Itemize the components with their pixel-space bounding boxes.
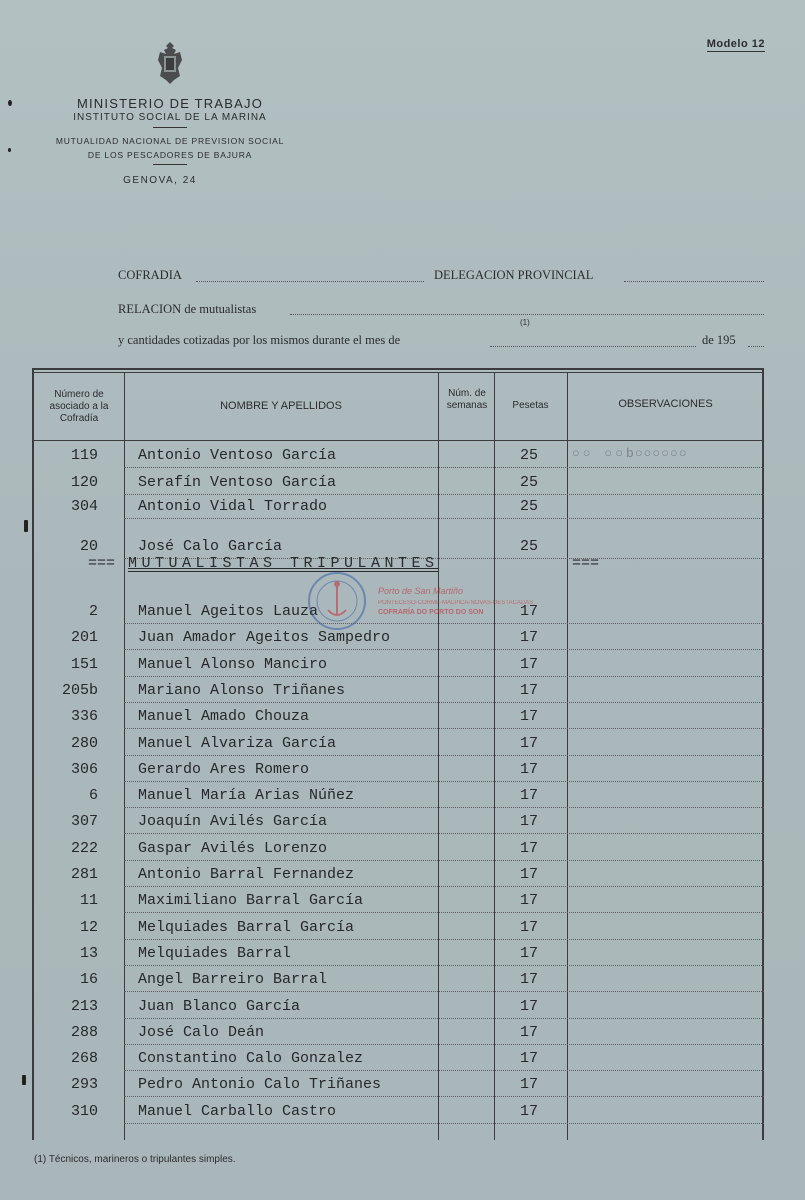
pesetas-amount: 17	[520, 945, 539, 962]
row-divider	[124, 649, 764, 650]
pesetas-amount: 17	[520, 892, 539, 909]
member-number: 151	[70, 656, 98, 673]
cofradia-field[interactable]	[196, 281, 424, 282]
pesetas-amount: 25	[520, 474, 539, 491]
member-name: Manuel Alonso Manciro	[138, 656, 328, 673]
paper-mark	[22, 1075, 26, 1085]
member-number: 280	[70, 735, 98, 752]
row-divider	[124, 781, 764, 782]
member-number: 307	[70, 813, 98, 830]
member-name: Angel Barreiro Barral	[138, 971, 328, 988]
member-name: Antonio Ventoso García	[138, 447, 337, 464]
member-number: 336	[70, 708, 98, 725]
institute-name: INSTITUTO SOCIAL DE LA MARINA	[73, 112, 267, 123]
pesetas-amount: 17	[520, 866, 539, 883]
year-prefix: de 195	[702, 333, 736, 347]
member-number: 205b	[61, 682, 98, 699]
ministry-name: MINISTERIO DE TRABAJO	[76, 96, 264, 111]
member-name: Melquiades Barral García	[138, 919, 355, 936]
observation-note: ○○ ○○b○○○○○○	[572, 446, 688, 461]
pesetas-amount: 17	[520, 708, 539, 725]
member-name: Gaspar Avilés Lorenzo	[138, 840, 328, 857]
col-divider-1	[124, 372, 125, 1140]
member-name: Manuel Carballo Castro	[138, 1103, 337, 1120]
member-name: Maximiliano Barral García	[138, 892, 364, 909]
member-name: Gerardo Ares Romero	[138, 761, 310, 778]
col-header-observaciones: OBSERVACIONES	[618, 398, 713, 410]
row-divider	[124, 1123, 764, 1124]
member-name: José Calo Deán	[138, 1024, 265, 1041]
pesetas-amount: 17	[520, 840, 539, 857]
member-number: 268	[70, 1050, 98, 1067]
coat-of-arms-emblem	[152, 40, 188, 86]
member-name: Antonio Barral Fernandez	[138, 866, 355, 883]
member-number: 306	[70, 761, 98, 778]
section-title: MUTUALISTAS TRIPULANTES	[128, 555, 439, 572]
row-divider	[124, 728, 764, 729]
row-divider	[124, 807, 764, 808]
row-divider	[124, 467, 764, 468]
member-number: 2	[88, 603, 98, 620]
member-number: 120	[70, 474, 98, 491]
member-name: Serafín Ventoso García	[138, 474, 337, 491]
member-number: 16	[79, 971, 98, 988]
member-number: 304	[70, 498, 98, 515]
pesetas-amount: 17	[520, 1024, 539, 1041]
row-divider	[124, 623, 764, 624]
footnote: (1) Técnicos, marineros o tripulantes simples.	[34, 1154, 236, 1165]
relacion-label: RELACION de mutualistas	[118, 302, 257, 316]
col-header-pesetas: Pesetas	[512, 400, 549, 411]
mutual-name-line2: DE LOS PESCADORES DE BAJURA	[87, 150, 253, 160]
row-divider	[124, 965, 764, 966]
row-divider	[124, 860, 764, 861]
row-divider	[124, 702, 764, 703]
row-divider	[124, 755, 764, 756]
member-name: Pedro Antonio Calo Triñanes	[138, 1076, 382, 1093]
member-number: 11	[79, 892, 98, 909]
member-number: 6	[88, 787, 98, 804]
member-number: 12	[79, 919, 98, 936]
row-divider	[124, 1070, 764, 1071]
paper-mark	[8, 100, 12, 106]
pesetas-amount: 17	[520, 761, 539, 778]
row-divider	[124, 912, 764, 913]
stamp-title: Porto de San Martiño	[378, 586, 464, 596]
member-name: Melquiades Barral	[138, 945, 292, 962]
row-divider	[124, 676, 764, 677]
pesetas-amount: 17	[520, 971, 539, 988]
pesetas-amount: 17	[520, 787, 539, 804]
mutual-name-line1: MUTUALIDAD NACIONAL DE PREVISION SOCIAL	[55, 136, 285, 146]
relacion-field[interactable]	[290, 314, 764, 315]
pesetas-amount: 25	[520, 498, 539, 515]
col-header-numero: Número de asociado a la Cofradía	[49, 389, 109, 424]
pesetas-amount: 17	[520, 1050, 539, 1067]
footnote-ref: (1)	[520, 318, 530, 327]
header-divider	[153, 127, 187, 128]
member-number: 213	[70, 998, 98, 1015]
col-divider-3	[494, 372, 495, 1140]
member-name: Manuel Amado Chouza	[138, 708, 310, 725]
row-divider	[124, 886, 764, 887]
pesetas-amount: 17	[520, 1076, 539, 1093]
member-name: José Calo García	[138, 538, 283, 555]
pesetas-amount: 17	[520, 813, 539, 830]
member-number: 288	[70, 1024, 98, 1041]
header-divider-2	[153, 164, 187, 165]
pesetas-amount: 17	[520, 998, 539, 1015]
row-divider	[124, 1018, 764, 1019]
observation-letter: b	[626, 446, 635, 461]
member-name: Constantino Calo Gonzalez	[138, 1050, 364, 1067]
member-number: 281	[70, 866, 98, 883]
member-number: 293	[70, 1076, 98, 1093]
pesetas-amount: 17	[520, 656, 539, 673]
row-divider	[124, 494, 764, 495]
col-header-semanas: Núm. de semanas	[446, 388, 488, 411]
cofradia-label: COFRADIA	[118, 268, 182, 282]
pesetas-amount: 25	[520, 447, 539, 464]
stamp-name: COFRARÍA DO PORTO DO SON	[378, 609, 484, 616]
delegacion-field[interactable]	[624, 281, 764, 282]
row-divider	[124, 1044, 764, 1045]
col-header-nombre: NOMBRE Y APELLIDOS	[220, 400, 342, 412]
address: GENOVA, 24	[123, 175, 197, 186]
member-number: 119	[70, 447, 98, 464]
row-divider	[124, 1096, 764, 1097]
pesetas-amount: 17	[520, 919, 539, 936]
paper-mark	[24, 520, 28, 532]
paper-mark	[8, 148, 11, 152]
member-name: Joaquín Avilés García	[138, 813, 328, 830]
row-divider	[124, 833, 764, 834]
row-divider	[124, 518, 764, 519]
form-model-number: Modelo 12	[706, 38, 765, 50]
pesetas-amount: 17	[520, 1103, 539, 1120]
header-rule	[32, 440, 764, 441]
delegacion-label: DELEGACION PROVINCIAL	[434, 268, 594, 282]
member-number: 13	[79, 945, 98, 962]
stamp-subtitle: PONTECESO-CORME-MALPICA-NOVAS-DESTACADAS	[378, 600, 534, 606]
year-field[interactable]	[748, 346, 764, 347]
cantidades-label: y cantidades cotizadas por los mismos durante el mes de	[118, 333, 401, 347]
issuer-header	[20, 96, 320, 186]
member-number: 310	[70, 1103, 98, 1120]
col-divider-4	[567, 372, 568, 1140]
pesetas-amount: 17	[520, 735, 539, 752]
member-number: 222	[70, 840, 98, 857]
member-number: 201	[70, 629, 98, 646]
member-name: Mariano Alonso Triñanes	[138, 682, 346, 699]
pesetas-amount: 17	[520, 682, 539, 699]
member-number: 20	[79, 538, 98, 555]
pesetas-amount: 25	[520, 538, 539, 555]
row-divider	[124, 991, 764, 992]
pesetas-amount: 17	[520, 603, 539, 620]
section-mark-right: ===	[572, 555, 600, 572]
member-name: Antonio Vidal Torrado	[138, 498, 328, 515]
col-divider-2	[438, 372, 439, 1140]
member-name: Juan Amador Ageitos Sampedro	[138, 629, 391, 646]
month-field[interactable]	[490, 346, 696, 347]
table-top-rule	[32, 372, 764, 373]
member-name: Juan Blanco García	[138, 998, 301, 1015]
section-mark-left: ===	[88, 555, 116, 572]
member-name: Manuel Alvariza García	[138, 735, 337, 752]
member-name: Manuel Ageitos Lauza	[138, 603, 319, 620]
pesetas-amount: 17	[520, 629, 539, 646]
row-divider	[124, 939, 764, 940]
member-name: Manuel María Arias Núñez	[138, 787, 355, 804]
